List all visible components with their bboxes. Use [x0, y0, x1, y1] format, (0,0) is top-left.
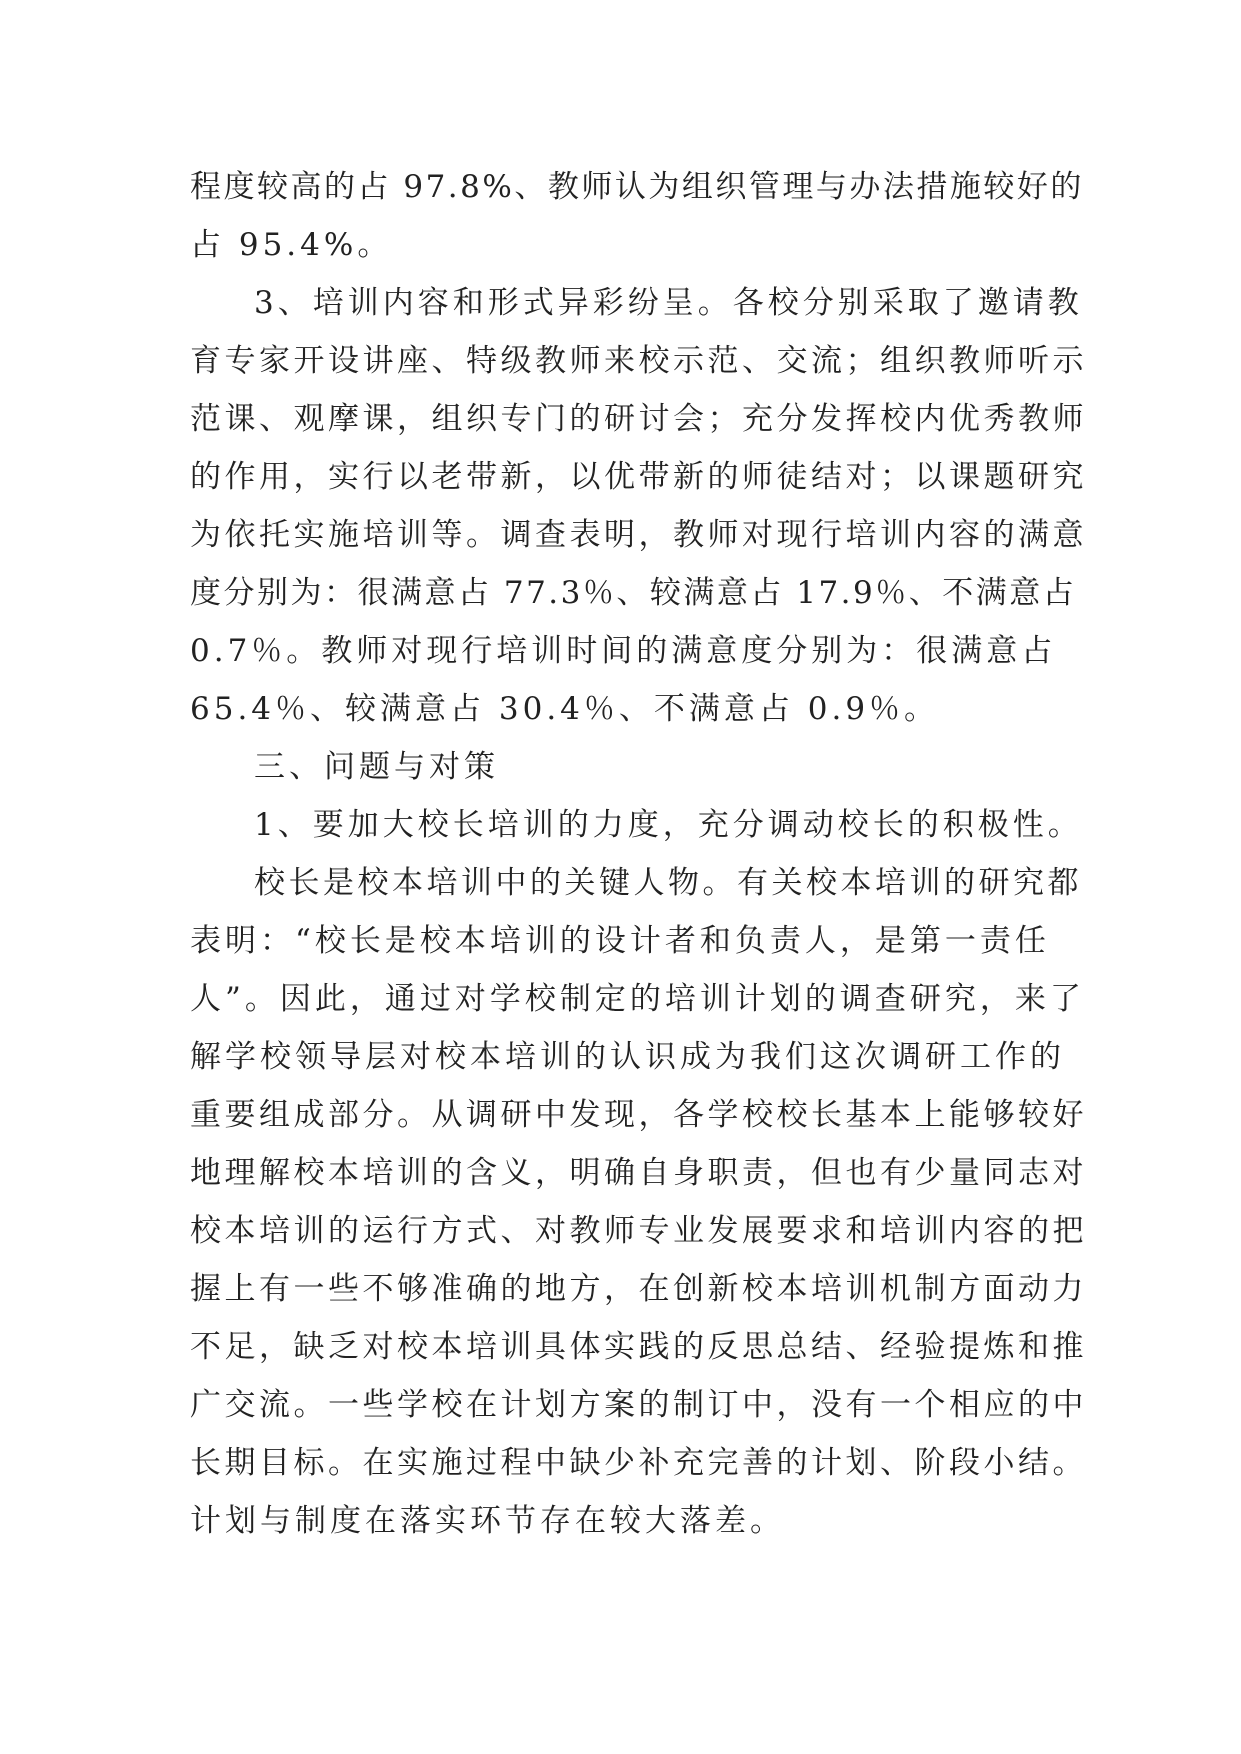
text-line-14: 表明：“校长是校本培训的设计者和负责人，是第一责任: [190, 923, 1050, 959]
text-line-1: 程度较高的占 97.8%、教师认为组织管理与办法措施较好的: [190, 169, 1084, 205]
text-line-20: 握上有一些不够准确的地方，在创新校本培训机制方面动力: [190, 1271, 1087, 1307]
text-line-4: 育专家开设讲座、特级教师来校示范、交流；组织教师听示: [190, 343, 1087, 379]
text-line-23: 长期目标。在实施过程中缺少补充完善的计划、阶段小结。: [190, 1445, 1087, 1481]
text-line-6: 的作用，实行以老带新，以优带新的师徒结对；以课题研究: [190, 459, 1087, 495]
text-line-19: 校本培训的运行方式、对教师专业发展要求和培训内容的把: [190, 1213, 1087, 1249]
text-line-5: 范课、观摩课，组织专门的研讨会；充分发挥校内优秀教师: [190, 401, 1087, 437]
text-line-3: 3、培训内容和形式异彩纷呈。各校分别采取了邀请教: [254, 285, 1083, 321]
text-line-24: 计划与制度在落实环节存在较大落差。: [190, 1503, 785, 1539]
section-heading: 三、问题与对策: [254, 749, 499, 785]
text-line-22: 广交流。一些学校在计划方案的制订中，没有一个相应的中: [190, 1387, 1087, 1423]
text-line-10: 65.4％、较满意占 30.4％、不满意占 0.9％。: [190, 691, 940, 727]
text-line-13: 校长是校本培训中的关键人物。有关校本培训的研究都: [254, 865, 1082, 901]
subsection-heading: 1、要加大校长培训的力度，充分调动校长的积极性。: [254, 807, 1083, 843]
text-line-16: 解学校领导层对校本培训的认识成为我们这次调研工作的: [190, 1039, 1065, 1075]
text-line-7: 为依托实施培训等。调查表明，教师对现行培训内容的满意: [190, 517, 1087, 553]
text-line-21: 不足，缺乏对校本培训具体实践的反思总结、经验提炼和推: [190, 1329, 1087, 1365]
text-line-18: 地理解校本培训的含义，明确自身职责，但也有少量同志对: [190, 1155, 1087, 1191]
text-line-15: 人”。因此，通过对学校制定的培训计划的调查研究，来了: [190, 981, 1085, 1017]
text-line-9: 0.7％。教师对现行培训时间的满意度分别为：很满意占: [190, 633, 1057, 669]
text-line-17: 重要组成部分。从调研中发现，各学校校长基本上能够较好: [190, 1097, 1087, 1133]
text-line-8: 度分别为：很满意占 77.3％、较满意占 17.9％、不满意占: [190, 575, 1077, 611]
text-line-2: 占 95.4%。: [190, 227, 393, 263]
